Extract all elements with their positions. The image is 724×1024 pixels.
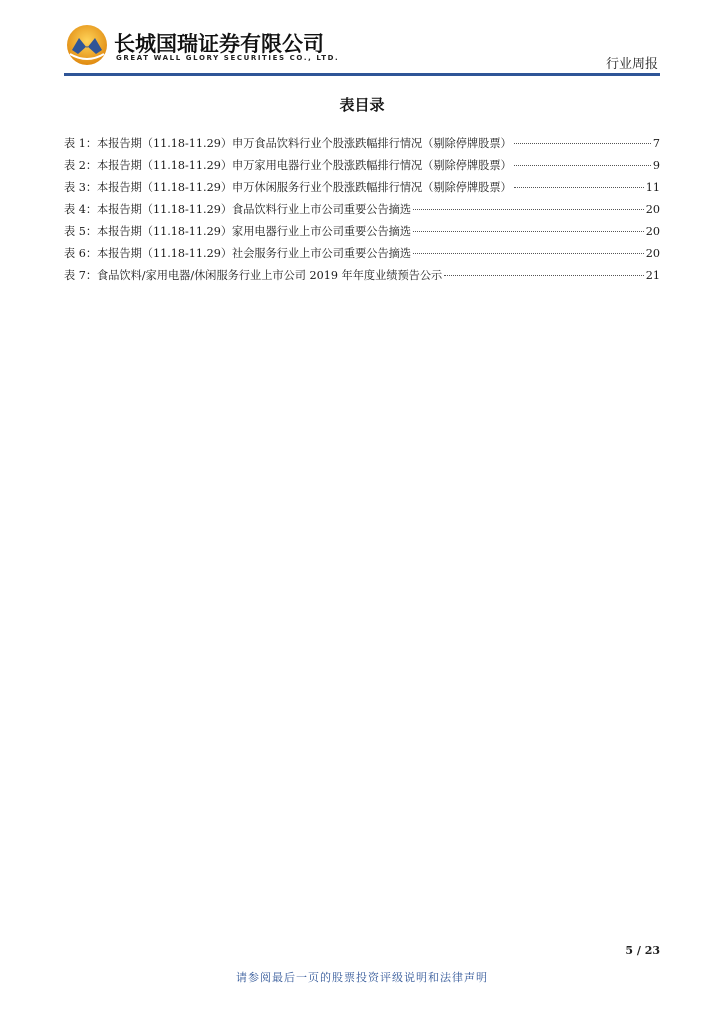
toc-entry-7[interactable] [64,265,660,287]
toc-entry-6[interactable] [64,243,660,265]
toc-entry-label: 表 5：本报告期（11.18-11.29）家用电器行业上市公司重要公告摘选 [64,225,412,238]
toc-entry-2[interactable] [64,155,660,177]
toc-dot-leader [444,275,644,276]
header-divider [64,73,660,76]
toc-dot-leader [514,187,644,188]
page-header [64,24,660,76]
page-number: 5 / 23 [625,944,660,957]
toc-entry-label: 表 3：本报告期（11.18-11.29）申万休闲服务行业个股涨跌幅排行情况（剔除停牌股票） [64,181,512,194]
toc-entry-page: 9 [652,159,660,172]
toc-entry-page: 20 [645,203,660,216]
toc-entry-5[interactable] [64,221,660,243]
toc-entry-page: 7 [652,137,660,150]
table-of-tables [64,133,660,287]
toc-dot-leader [413,209,644,210]
toc-dot-leader [514,143,651,144]
toc-dot-leader [514,165,651,166]
toc-entry-label: 表 2：本报告期（11.18-11.29）申万家用电器行业个股涨跌幅排行情况（剔除停牌股票） [64,159,512,172]
toc-dot-leader [413,231,644,232]
toc-entry-label: 表 1：本报告期（11.18-11.29）申万食品饮料行业个股涨跌幅排行情况（剔除停牌股票） [64,137,512,150]
toc-entry-label: 表 6：本报告期（11.18-11.29）社会服务行业上市公司重要公告摘选 [64,247,412,260]
toc-title: 表目录 [339,96,385,114]
company-name-cn: 长城国瑞证券有限公司 [114,32,324,56]
toc-entry-label: 表 4：本报告期（11.18-11.29）食品饮料行业上市公司重要公告摘选 [64,203,412,216]
report-type-label: 行业周报 [605,57,658,72]
toc-entry-1[interactable] [64,133,660,155]
toc-entry-page: 21 [645,269,660,282]
company-logo-icon [66,24,108,66]
toc-entry-page: 20 [645,247,660,260]
toc-dot-leader [413,253,644,254]
toc-entry-page: 20 [645,225,660,238]
toc-entry-label: 表 7：食品饮料/家用电器/休闲服务行业上市公司 2019 年年度业绩预告公示 [64,269,443,282]
company-name-en: GREAT WALL GLORY SECURITIES CO., LTD. [116,54,340,62]
toc-entry-page: 11 [645,181,660,194]
toc-entry-4[interactable] [64,199,660,221]
toc-entry-3[interactable] [64,177,660,199]
footer-disclaimer-link: 请参阅最后一页的股票投资评级说明和法律声明 [236,971,488,984]
